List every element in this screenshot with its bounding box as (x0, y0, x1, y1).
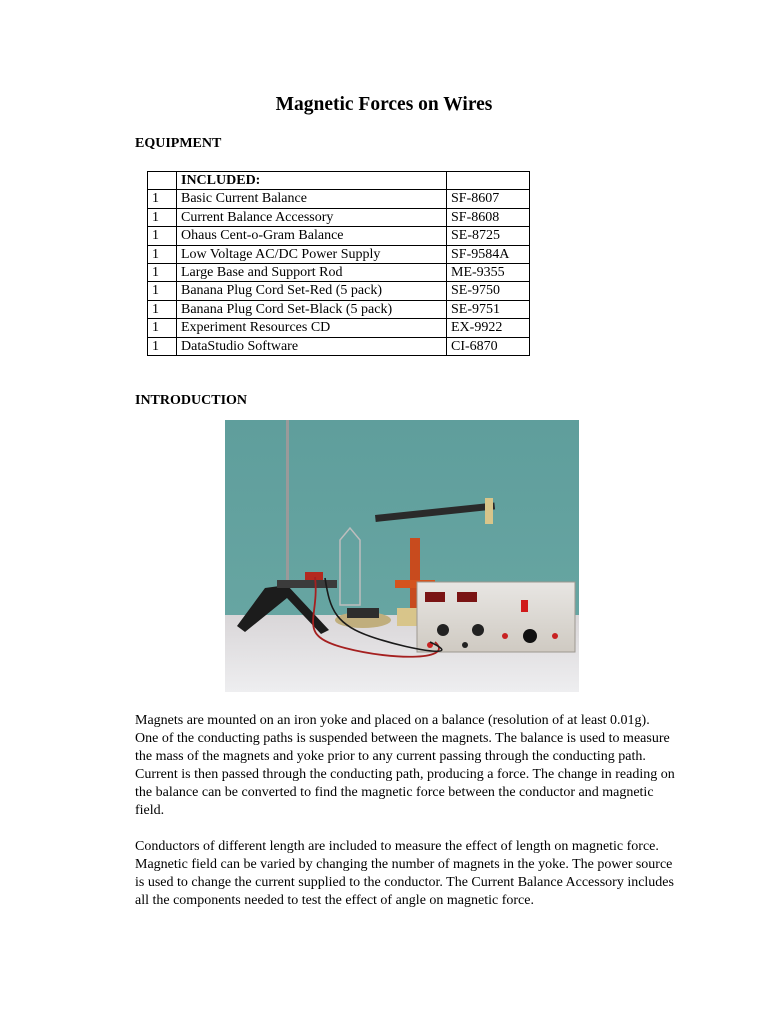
item-qty: 1 (148, 319, 177, 337)
equipment-row (148, 208, 530, 226)
equipment-row (148, 245, 530, 263)
header-qty-cell (148, 172, 177, 190)
item-name: Basic Current Balance (177, 190, 447, 208)
item-name: Current Balance Accessory (177, 208, 447, 226)
item-qty: 1 (148, 245, 177, 263)
item-code: EX-9922 (447, 319, 530, 337)
item-qty: 1 (148, 227, 177, 245)
item-name: Large Base and Support Rod (177, 263, 447, 281)
item-name: Ohaus Cent-o-Gram Balance (177, 227, 447, 245)
item-qty: 1 (148, 300, 177, 318)
item-code: SE-9751 (447, 300, 530, 318)
item-name: Banana Plug Cord Set-Red (5 pack) (177, 282, 447, 300)
equipment-row (148, 190, 530, 208)
equipment-header-row (148, 172, 530, 190)
intro-paragraph-1: Magnets are mounted on an iron yoke and placed on a balance (resolution of at least 0.01g). One of the conducting paths is suspended between the magnets. The balance is used to measure the mass of the magnets and yoke prior to any current passing through the conducting path. Current is then passed through the conducting path, producing a force. The change in reading on the balance can be converted to find the magnetic force between the conductor and magnetic field. (135, 713, 675, 818)
equipment-row (148, 319, 530, 337)
document-title: Magnetic Forces on Wires (275, 94, 493, 115)
item-code: ME-9355 (447, 263, 530, 281)
item-code: SF-9584A (447, 245, 530, 263)
equipment-row (148, 337, 530, 355)
equipment-heading: EQUIPMENT (135, 136, 222, 151)
intro-paragraph-2: Conductors of different length are included to measure the effect of length on magnetic force. Magnetic field can be varied by changing the number of magnets in the yoke. The power source is used to change the current supplied to the conductor. The Current Balance Accessory includes all the components needed to test the effect of angle on magnetic force. (135, 839, 674, 908)
item-code: SE-8725 (447, 227, 530, 245)
item-qty: 1 (148, 337, 177, 355)
item-qty: 1 (148, 263, 177, 281)
item-code: CI-6870 (447, 337, 530, 355)
item-name: Banana Plug Cord Set-Black (5 pack) (177, 300, 447, 318)
equipment-row (148, 300, 530, 318)
equipment-row (148, 282, 530, 300)
equipment-row (148, 263, 530, 281)
item-qty: 1 (148, 190, 177, 208)
item-qty: 1 (148, 282, 177, 300)
item-qty: 1 (148, 208, 177, 226)
item-name: Low Voltage AC/DC Power Supply (177, 245, 447, 263)
item-code: SF-8607 (447, 190, 530, 208)
item-name: DataStudio Software (177, 337, 447, 355)
item-code: SE-9750 (447, 282, 530, 300)
introduction-heading: INTRODUCTION (135, 393, 248, 408)
apparatus-photo (225, 420, 579, 692)
item-name: Experiment Resources CD (177, 319, 447, 337)
equipment-table (147, 171, 530, 356)
equipment-row (148, 227, 530, 245)
item-code: SF-8608 (447, 208, 530, 226)
included-label: INCLUDED: (177, 172, 447, 190)
header-code-cell (447, 172, 530, 190)
